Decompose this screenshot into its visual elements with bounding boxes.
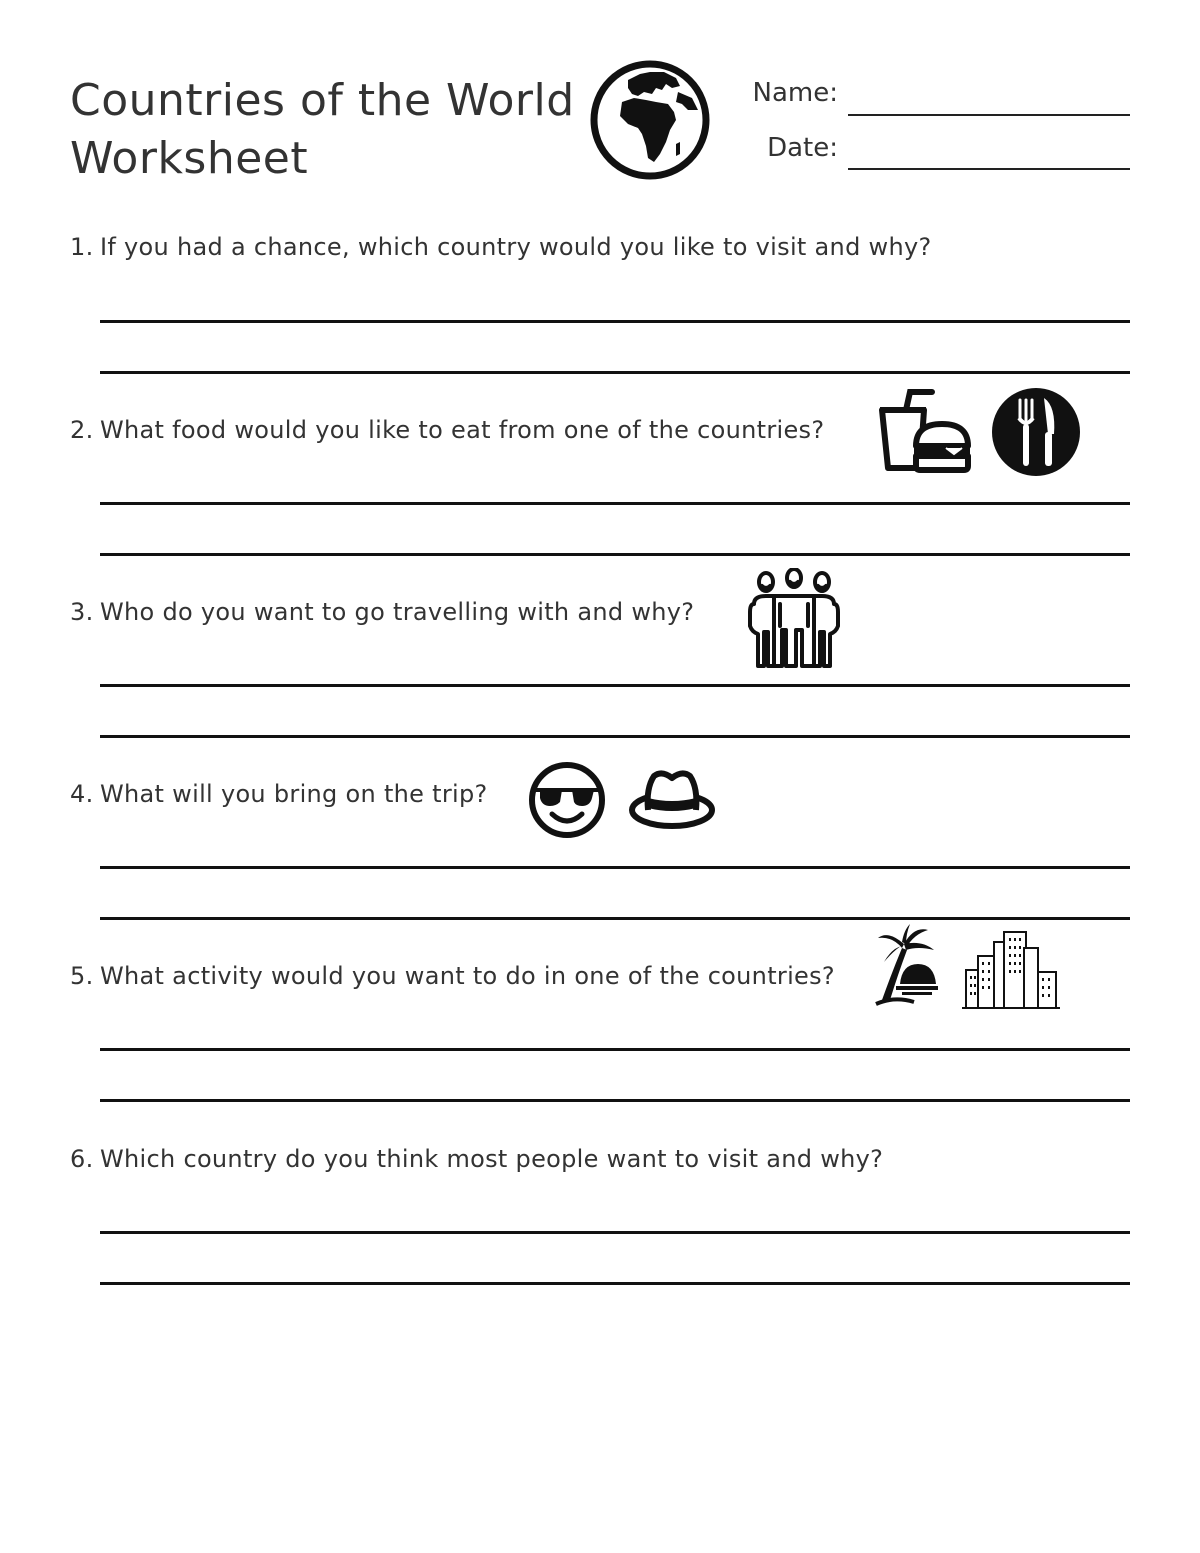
answer-line-5a[interactable] — [100, 1048, 1130, 1051]
hat-icon — [626, 764, 718, 834]
question-number: 1. — [70, 233, 94, 261]
question-number: 5. — [70, 962, 94, 990]
palm-tree-beach-icon — [874, 922, 940, 1008]
answer-line-2b[interactable] — [100, 553, 1130, 556]
date-field[interactable] — [848, 168, 1130, 170]
answer-line-3b[interactable] — [100, 735, 1130, 738]
friends-group-icon — [744, 568, 844, 672]
fork-knife-icon — [990, 386, 1082, 478]
question-number: 3. — [70, 598, 94, 626]
question-text: What food would you like to eat from one of the countries? — [100, 416, 825, 444]
question-4 — [70, 780, 488, 808]
question-text: If you had a chance, which country would you like to visit and why? — [100, 233, 932, 261]
question-number: 2. — [70, 416, 94, 444]
date-label: Date: — [767, 133, 838, 163]
name-field[interactable] — [848, 114, 1130, 116]
question-text: Who do you want to go travelling with and why? — [100, 598, 695, 626]
answer-line-1a[interactable] — [100, 320, 1130, 323]
city-buildings-icon — [962, 928, 1062, 1012]
answer-line-6a[interactable] — [100, 1231, 1130, 1234]
question-number: 4. — [70, 780, 94, 808]
answer-line-4b[interactable] — [100, 917, 1130, 920]
globe-icon — [588, 58, 712, 182]
fast-food-icon — [876, 384, 976, 476]
sunglasses-face-icon — [526, 760, 608, 840]
answer-line-5b[interactable] — [100, 1099, 1130, 1102]
title-line-1: Countries of the World — [70, 75, 575, 126]
question-text: Which country do you think most people want to visit and why? — [100, 1145, 884, 1173]
question-5 — [70, 962, 835, 990]
question-6 — [70, 1145, 883, 1173]
question-1 — [70, 233, 932, 261]
question-text: What activity would you want to do in one of the countries? — [100, 962, 835, 990]
answer-line-2a[interactable] — [100, 502, 1130, 505]
answer-line-1b[interactable] — [100, 371, 1130, 374]
question-2 — [70, 416, 824, 444]
answer-line-4a[interactable] — [100, 866, 1130, 869]
title-line-2: Worksheet — [70, 133, 309, 184]
question-text: What will you bring on the trip? — [100, 780, 488, 808]
name-label: Name: — [752, 78, 838, 108]
answer-line-6b[interactable] — [100, 1282, 1130, 1285]
question-number: 6. — [70, 1145, 94, 1173]
page-title — [70, 72, 590, 188]
question-3 — [70, 598, 694, 626]
answer-line-3a[interactable] — [100, 684, 1130, 687]
